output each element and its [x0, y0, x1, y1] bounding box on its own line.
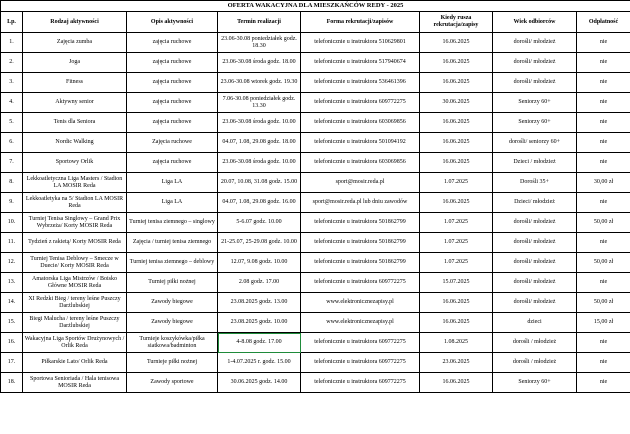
cell-age: dorośli / młodzież — [493, 353, 577, 373]
cell-date: 23.08.2025 godz. 13.00 — [218, 293, 301, 313]
cell-date: 23.06-30.08 środa godz. 18.00 — [218, 53, 301, 73]
cell-registration-form: telefonicznie u instruktora 609772275 — [301, 373, 420, 393]
cell-description: Zawody biegowe — [127, 313, 218, 333]
cell-description: Turnieje koszykówka/piłka siatkowa/badminton — [127, 333, 218, 353]
cell-lp: 18. — [1, 373, 23, 393]
cell-fee: nie — [577, 93, 630, 113]
cell-activity: Aktywny senior — [23, 93, 127, 113]
cell-registration-start: 1.08.2025 — [420, 333, 493, 353]
cell-lp: 9. — [1, 193, 23, 213]
cell-lp: 7. — [1, 153, 23, 173]
table-row — [1, 293, 630, 313]
cell-description: Turniej tenisa ziemnego – singlowy — [127, 213, 218, 233]
cell-description: Liga LA — [127, 173, 218, 193]
cell-fee: nie — [577, 113, 630, 133]
cell-age: dorośli/ seniorzy 60+ — [493, 133, 577, 153]
cell-lp: 11. — [1, 233, 23, 253]
cell-description: Zajęcia / turniej tenisa ziemnego — [127, 233, 218, 253]
cell-fee: nie — [577, 133, 630, 153]
cell-age: dzieci — [493, 313, 577, 333]
cell-date: 04.07, 1.08, 29.08 godz. 18.00 — [218, 133, 301, 153]
cell-registration-start: 1.07.2025 — [420, 233, 493, 253]
cell-description: Turniej piłki nożnej — [127, 273, 218, 293]
table-row — [1, 53, 630, 73]
cell-activity: Lekkoatletyka na 5/ Stadion LA MOSIR Reda — [23, 193, 127, 213]
header-age: Wiek odbiorców — [493, 12, 577, 33]
cell-fee: nie — [577, 53, 630, 73]
cell-description: zajęcia ruchowe — [127, 153, 218, 173]
cell-registration-start: 16.06.2025 — [420, 153, 493, 173]
cell-registration-start: 16.06.2025 — [420, 373, 493, 393]
cell-date: 5-6.07 godz. 10.00 — [218, 213, 301, 233]
cell-fee: 15,00 zł — [577, 313, 630, 333]
cell-registration-form: sport@mosir.reda.pl — [301, 173, 420, 193]
cell-registration-form: telefonicznie u instruktora 609772275 — [301, 333, 420, 353]
cell-registration-start: 16.06.2025 — [420, 53, 493, 73]
cell-age: Dzieci / młodzież — [493, 153, 577, 173]
cell-activity: Piłkarskie Lato/ Orlik Reda — [23, 353, 127, 373]
cell-age: dorośli/ młodzież — [493, 293, 577, 313]
cell-fee: nie — [577, 333, 630, 353]
cell-date: 4-8.08 godz. 17.00 — [218, 333, 301, 353]
cell-registration-form: sport@mosir.reda.pl lub dniu zawodów — [301, 193, 420, 213]
cell-description: zajęcia ruchowe — [127, 93, 218, 113]
cell-activity: Turniej Tenisa Deblowy – Smecze w Duecie/ Korty MOSIR Reda — [23, 253, 127, 273]
cell-registration-form: telefonicznie u instruktora 501862799 — [301, 253, 420, 273]
cell-age: dorośli/ młodzież — [493, 273, 577, 293]
cell-activity: XI Redzki Bieg / tereny leśne Puszczy Darżlubskiej — [23, 293, 127, 313]
cell-registration-start: 1.07.2025 — [420, 213, 493, 233]
header-date: Termin realizacji — [218, 12, 301, 33]
cell-registration-start: 16.06.2025 — [420, 313, 493, 333]
cell-lp: 15. — [1, 313, 23, 333]
table-row — [1, 373, 630, 393]
cell-activity: Turniej Tenisa Singlowy – Grand Prix Wybrzeża/ Korty MOSIR Reda — [23, 213, 127, 233]
cell-registration-start: 16.06.2025 — [420, 113, 493, 133]
cell-lp: 5. — [1, 113, 23, 133]
cell-registration-form: www.elektronicznezapisy.pl — [301, 293, 420, 313]
cell-lp: 2. — [1, 53, 23, 73]
table-row — [1, 133, 630, 153]
cell-registration-form: telefonicznie u instruktora 609772275 — [301, 273, 420, 293]
cell-date: 23.06-30.08 poniedziałek godz. 18.30 — [218, 33, 301, 53]
table-row — [1, 173, 630, 193]
cell-fee: nie — [577, 193, 630, 213]
table-row — [1, 333, 630, 353]
cell-fee: 50,00 zł — [577, 293, 630, 313]
cell-fee: nie — [577, 233, 630, 253]
table-body — [1, 33, 630, 393]
cell-fee: 50,00 zł — [577, 213, 630, 233]
header-activity: Rodzaj aktywności — [23, 12, 127, 33]
cell-registration-start: 16.06.2025 — [420, 73, 493, 93]
table-row — [1, 153, 630, 173]
cell-age: Dorośli 35+ — [493, 173, 577, 193]
cell-lp: 8. — [1, 173, 23, 193]
cell-registration-start: 16.06.2025 — [420, 293, 493, 313]
cell-activity: Biegi Malucha / tereny leśne Puszczy Darżlubskiej — [23, 313, 127, 333]
cell-fee: nie — [577, 273, 630, 293]
cell-activity: Zajęcia zumba — [23, 33, 127, 53]
header-row — [1, 12, 630, 33]
cell-activity: Wakacyjna Liga Sportów Drużynowych / Orlik Reda — [23, 333, 127, 353]
cell-age: dorośli/ młodzież — [493, 213, 577, 233]
cell-fee: 50,00 zł — [577, 253, 630, 273]
header-registration-start: Kiedy rusza rekrutacja/zapisy — [420, 12, 493, 33]
cell-registration-form: www.elektronicznezapisy.pl — [301, 313, 420, 333]
cell-date: 04.07, 1.08, 29.08 godz. 16.00 — [218, 193, 301, 213]
cell-description: Zawody biegowe — [127, 293, 218, 313]
cell-lp: 12. — [1, 253, 23, 273]
cell-activity: Sportowy Orlik — [23, 153, 127, 173]
cell-age: dorośli/ młodzież — [493, 233, 577, 253]
cell-lp: 10. — [1, 213, 23, 233]
cell-registration-form: telefonicznie u instruktora 609772275 — [301, 353, 420, 373]
table-row — [1, 73, 630, 93]
cell-date: 23.06-30.08 środa godz. 10.00 — [218, 113, 301, 133]
cell-registration-start: 1.07.2025 — [420, 253, 493, 273]
header-description: Opis aktywności — [127, 12, 218, 33]
cell-age: Seniorzy 60+ — [493, 113, 577, 133]
header-lp: Lp. — [1, 12, 23, 33]
cell-age: dorośli/ młodzież — [493, 33, 577, 53]
cell-registration-form: telefonicznie u instruktora 510629801 — [301, 33, 420, 53]
cell-fee: nie — [577, 73, 630, 93]
cell-date: 1-4.07.2025 r. godz. 15.00 — [218, 353, 301, 373]
cell-lp: 16. — [1, 333, 23, 353]
cell-registration-start: 16.06.2025 — [420, 133, 493, 153]
cell-age: dorośli/ młodzież — [493, 53, 577, 73]
cell-registration-start: 30.06.2025 — [420, 93, 493, 113]
cell-lp: 1. — [1, 33, 23, 53]
cell-age: dorośli / młodzież — [493, 333, 577, 353]
cell-age: Seniorzy 60+ — [493, 93, 577, 113]
cell-description: Zawody sportowe — [127, 373, 218, 393]
table-row — [1, 113, 630, 133]
table-row — [1, 313, 630, 333]
cell-lp: 3. — [1, 73, 23, 93]
cell-date: 30.06.2025 godz. 14.00 — [218, 373, 301, 393]
cell-lp: 4. — [1, 93, 23, 113]
cell-registration-form: telefonicznie u instruktora 501862799 — [301, 213, 420, 233]
cell-fee: nie — [577, 373, 630, 393]
cell-registration-form: telefonicznie u instruktora 603069856 — [301, 113, 420, 133]
cell-date: 23.08.2025 godz. 10.00 — [218, 313, 301, 333]
table-row — [1, 213, 630, 233]
cell-registration-form: telefonicznie u instruktora 603069856 — [301, 153, 420, 173]
cell-registration-form: telefonicznie u instruktora 501094192 — [301, 133, 420, 153]
cell-date: 12.07, 9.08 godz. 10.00 — [218, 253, 301, 273]
cell-description: zajęcia ruchowe — [127, 33, 218, 53]
cell-registration-form: telefonicznie u instruktora 517940674 — [301, 53, 420, 73]
title-row — [1, 1, 630, 12]
cell-date: 21-25.07, 25-29.08 godz. 10.00 — [218, 233, 301, 253]
table-row — [1, 93, 630, 113]
cell-registration-start: 15.07.2025 — [420, 273, 493, 293]
cell-registration-form: telefonicznie u instruktora 536461396 — [301, 73, 420, 93]
cell-lp: 14. — [1, 293, 23, 313]
cell-activity: Lekkoatletyczna Liga Masters / Stadion LA MOSIR Reda — [23, 173, 127, 193]
table-row — [1, 233, 630, 253]
cell-lp: 13. — [1, 273, 23, 293]
cell-description: Turnieje piłki nożnej — [127, 353, 218, 373]
cell-fee: nie — [577, 353, 630, 373]
cell-description: zajęcia ruchowe — [127, 53, 218, 73]
cell-date: 2.08 godz. 17.00 — [218, 273, 301, 293]
cell-description: zajęcia ruchowe — [127, 73, 218, 93]
table-row — [1, 353, 630, 373]
cell-date: 20.07, 10.08, 31.08 godz. 15.00 — [218, 173, 301, 193]
cell-fee: nie — [577, 33, 630, 53]
header-registration-form: Forma rekrutacji/zapisów — [301, 12, 420, 33]
cell-lp: 17. — [1, 353, 23, 373]
header-fee: Odpłatność — [577, 12, 630, 33]
cell-activity: Sportowa Senioriada / Hala tenisowa MOSIR Reda — [23, 373, 127, 393]
cell-age: dorośli/ młodzież — [493, 253, 577, 273]
cell-registration-start: 23.06.2025 — [420, 353, 493, 373]
cell-description: zajęcia ruchowe — [127, 113, 218, 133]
cell-date: 23.06-30.08 wtorek godz. 19.30 — [218, 73, 301, 93]
cell-registration-start: 16.06.2025 — [420, 193, 493, 213]
cell-fee: 30,00 zł — [577, 173, 630, 193]
cell-date: 7.06-30.08 poniedziałek godz. 13.30 — [218, 93, 301, 113]
table-row — [1, 273, 630, 293]
cell-age: Seniorzy 60+ — [493, 373, 577, 393]
cell-activity: Tydzień z rakietą/ Korty MOSIR Reda — [23, 233, 127, 253]
cell-registration-form: telefonicznie u instruktora 609772275 — [301, 93, 420, 113]
cell-description: Zajęcia ruchowe — [127, 133, 218, 153]
cell-activity: Amatorska Liga Mistrzów / Boisko Główne MOSIR Reda — [23, 273, 127, 293]
cell-fee: nie — [577, 153, 630, 173]
table-row — [1, 253, 630, 273]
table-row — [1, 33, 630, 53]
cell-lp: 6. — [1, 133, 23, 153]
cell-date: 23.06-30.08 środa godz. 10.00 — [218, 153, 301, 173]
cell-activity: Tenis dla Seniora — [23, 113, 127, 133]
cell-activity: Nordic Walking — [23, 133, 127, 153]
table-title: OFERTA WAKACYJNA DLA MIESZKAŃCÓW REDY - 2025 — [1, 1, 630, 12]
cell-age: Dzieci/ młodzież — [493, 193, 577, 213]
cell-registration-form: telefonicznie u instruktora 501862799 — [301, 233, 420, 253]
cell-description: Turniej tenisa ziemnego – deblowy — [127, 253, 218, 273]
cell-activity: Joga — [23, 53, 127, 73]
cell-activity: Fitness — [23, 73, 127, 93]
cell-description: Liga LA — [127, 193, 218, 213]
table-row — [1, 193, 630, 213]
cell-registration-start: 16.06.2025 — [420, 33, 493, 53]
cell-age: dorośli/ młodzież — [493, 73, 577, 93]
cell-registration-start: 1.07.2025 — [420, 173, 493, 193]
